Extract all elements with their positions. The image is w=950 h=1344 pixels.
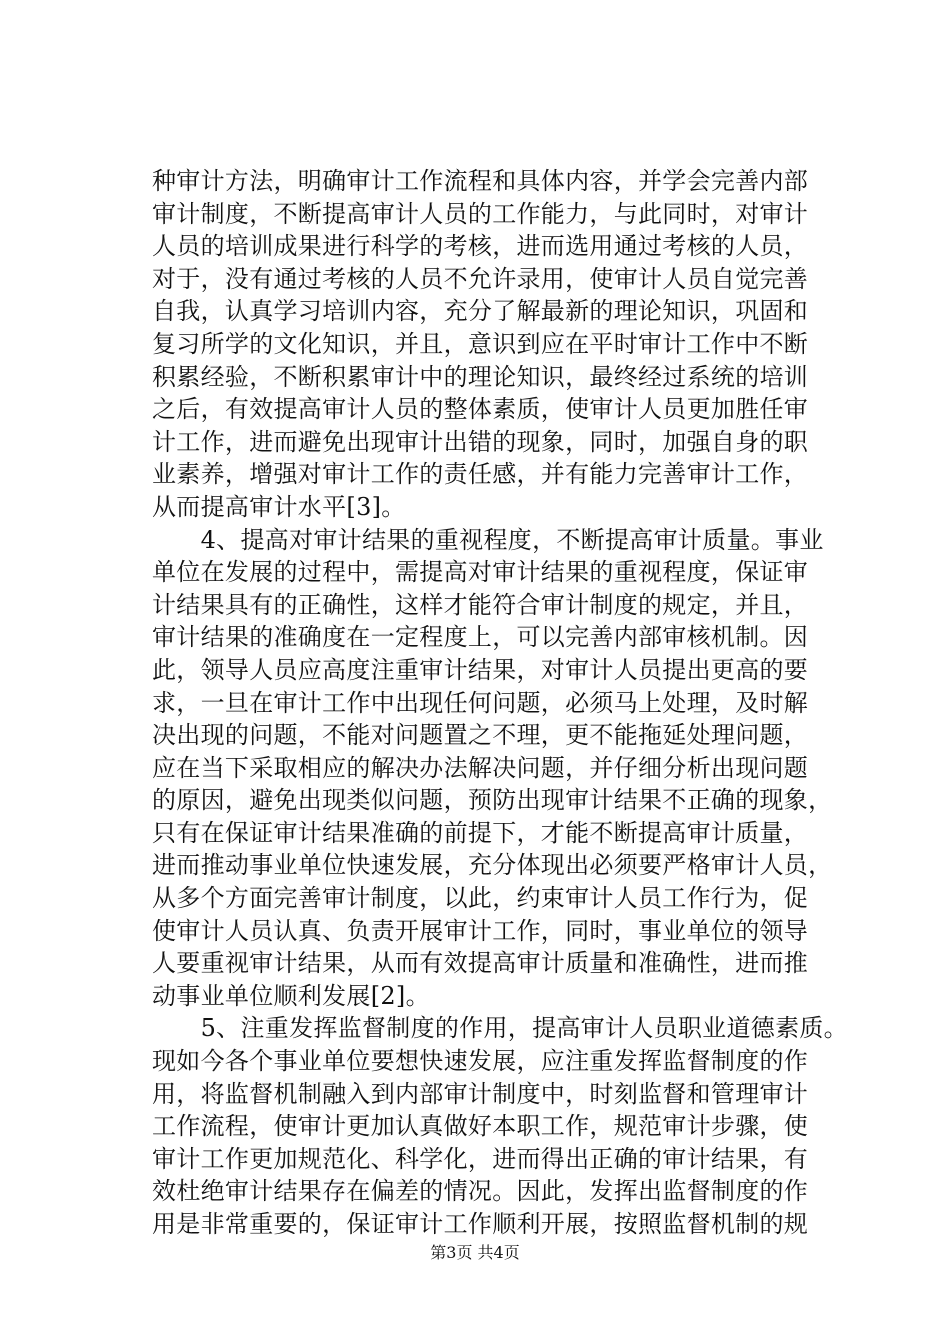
text-line: 效杜绝审计结果存在偏差的情况。因此，发挥出监督制度的作 <box>152 1177 809 1206</box>
text-line: 从多个方面完善审计制度，以此，约束审计人员工作行为，促 <box>152 884 809 913</box>
text-line: 人要重视审计结果，从而有效提高审计质量和准确性，进而推 <box>152 949 809 978</box>
text-line: 使审计人员认真、负责开展审计工作，同时，事业单位的领导 <box>152 916 809 945</box>
body-text <box>152 165 852 1241</box>
text-line: 用是非常重要的，保证审计工作顺利开展，按照监督机制的规 <box>152 1210 809 1238</box>
text-line: 单位在发展的过程中，需提高对审计结果的重视程度，保证审 <box>152 558 809 587</box>
text-line: 之后，有效提高审计人员的整体素质，使审计人员更加胜任审 <box>152 395 809 424</box>
text-line: 审计结果的准确度在一定程度上，可以完善内部审核机制。因 <box>152 623 809 652</box>
text-line: 积累经验，不断积累审计中的理论知识，最终经过系统的培训 <box>152 362 809 391</box>
text-line: 业素养，增强对审计工作的责任感，并有能力完善审计工作， <box>152 460 809 489</box>
text-line: 计结果具有的正确性，这样才能符合审计制度的规定，并且， <box>152 590 809 619</box>
text-line: 动事业单位顺利发展[2]。 <box>152 981 430 1010</box>
text-line: 工作流程，使审计更加认真做好本职工作，规范审计步骤，使 <box>152 1112 809 1141</box>
text-line: 4、提高对审计结果的重视程度，不断提高审计质量。事业 <box>152 525 824 554</box>
page-number-footer: 第3页 共4页 <box>430 1243 520 1262</box>
text-line: 从而提高审计水平[3]。 <box>152 492 406 521</box>
text-line: 人员的培训成果进行科学的考核，进而选用通过考核的人员， <box>152 232 809 261</box>
text-line: 只有在保证审计结果准确的前提下，才能不断提高审计质量， <box>152 818 809 847</box>
text-line: 用，将监督机制融入到内部审计制度中，时刻监督和管理审计 <box>152 1079 809 1108</box>
text-line: 对于，没有通过考核的人员不允许录用，使审计人员自觉完善 <box>152 264 809 293</box>
text-line: 此，领导人员应高度注重审计结果，对审计人员提出更高的要 <box>152 655 809 684</box>
text-line: 应在当下采取相应的解决办法解决问题，并仔细分析出现问题 <box>152 753 809 782</box>
text-line: 的原因，避免出现类似问题，预防出现审计结果不正确的现象， <box>152 786 833 815</box>
text-line: 5、注重发挥监督制度的作用，提高审计人员职业道德素质。 <box>152 1014 848 1043</box>
text-line: 复习所学的文化知识，并且，意识到应在平时审计工作中不断 <box>152 329 809 358</box>
text-line: 现如今各个事业单位要想快速发展，应注重发挥监督制度的作 <box>152 1047 809 1076</box>
text-line: 审计工作更加规范化、科学化，进而得出正确的审计结果，有 <box>152 1144 809 1173</box>
text-line: 种审计方法，明确审计工作流程和具体内容，并学会完善内部 <box>152 167 809 195</box>
text-line: 进而推动事业单位快速发展，充分体现出必须要严格审计人员， <box>152 851 833 880</box>
text-line: 审计制度，不断提高审计人员的工作能力，与此同时，对审计 <box>152 199 809 228</box>
text-line: 计工作，进而避免出现审计出错的现象，同时，加强自身的职 <box>152 427 809 456</box>
text-line: 决出现的问题，不能对问题置之不理，更不能拖延处理问题， <box>152 721 809 750</box>
text-line: 自我，认真学习培训内容，充分了解最新的理论知识，巩固和 <box>152 297 809 326</box>
text-line: 求，一旦在审计工作中出现任何问题，必须马上处理，及时解 <box>152 688 809 717</box>
